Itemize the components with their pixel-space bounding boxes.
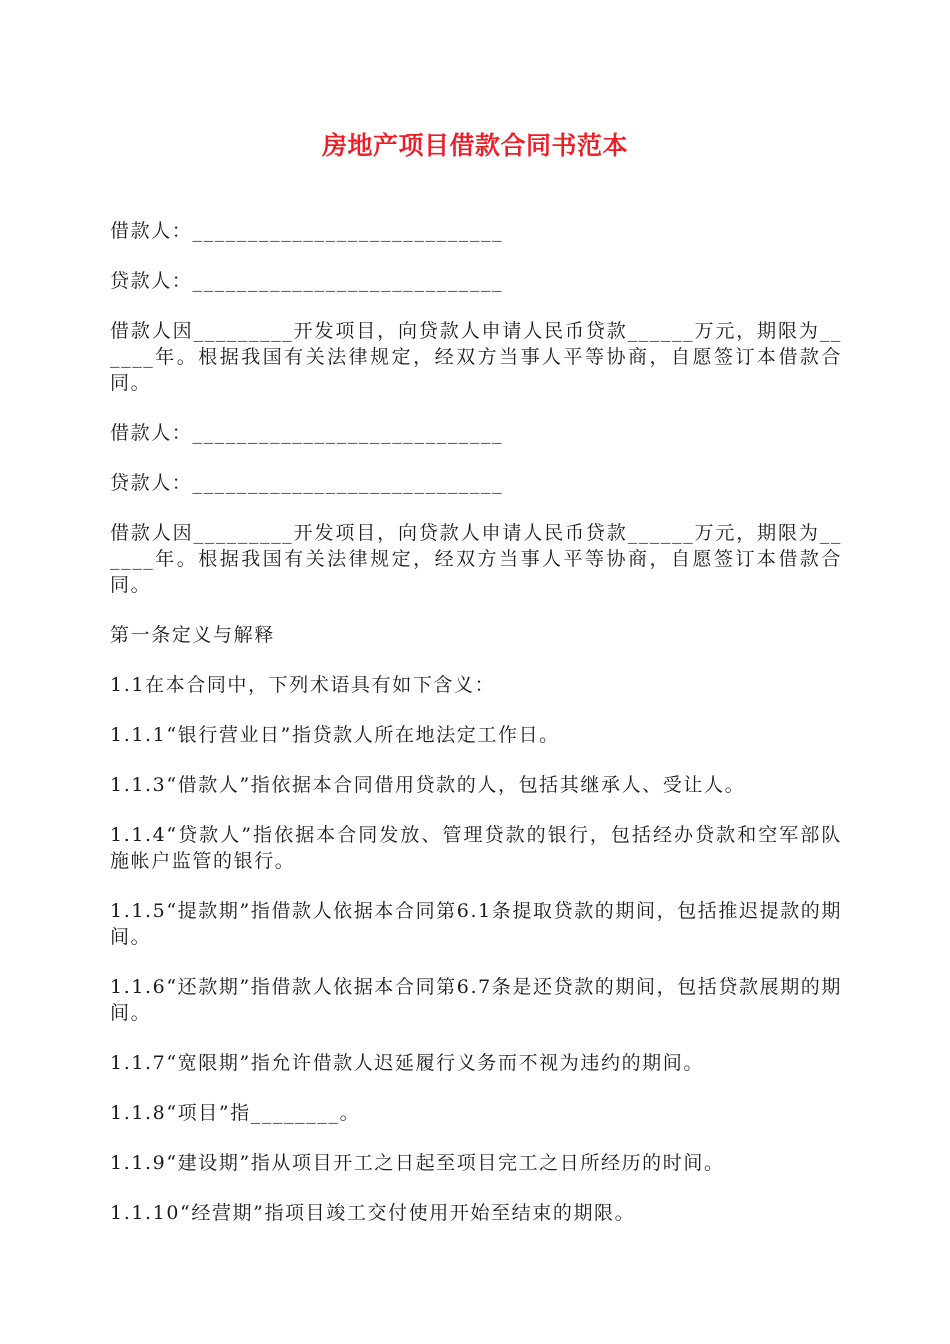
clause-paragraph: 1.1.8“项目”指________。 xyxy=(110,1102,361,1124)
clause-paragraph: 1.1.5“提款期”指借款人依据本合同第6.1条提取贷款的期间，包括推迟提款的期间。 xyxy=(110,900,842,948)
clause-paragraph: 1.1.7“宽限期”指允许借款人迟延履行义务而不视为违约的期间。 xyxy=(110,1052,704,1074)
lender-line: 贷款人：____________________________ xyxy=(110,472,504,494)
preamble-paragraph: 借款人因_________开发项目，向贷款人申请人民币贷款______万元，期限为______年。根据我国有关法律规定，经双方当事人平等协商，自愿签订本借款合同。 xyxy=(110,522,842,596)
article-heading: 第一条定义与解释 xyxy=(110,624,275,646)
clause-paragraph: 1.1.10“经营期”指项目竣工交付使用开始至结束的期限。 xyxy=(110,1202,636,1224)
preamble-paragraph: 借款人因_________开发项目，向贷款人申请人民币贷款______万元，期限为______年。根据我国有关法律规定，经双方当事人平等协商，自愿签订本借款合同。 xyxy=(110,320,842,394)
document-body xyxy=(110,218,842,1250)
clause-paragraph: 1.1.3“借款人”指依据本合同借用贷款的人，包括其继承人、受让人。 xyxy=(110,774,746,796)
clause-paragraph: 1.1.9“建设期”指从项目开工之日起至项目完工之日所经历的时间。 xyxy=(110,1152,725,1174)
document-title: 房地产项目借款合同书范本 xyxy=(321,131,628,160)
borrower-line: 借款人：____________________________ xyxy=(110,422,504,444)
clause-paragraph: 1.1.6“还款期”指借款人依据本合同第6.7条是还贷款的期间，包括贷款展期的期间。 xyxy=(110,976,842,1024)
clause-paragraph: 1.1.1“银行营业日”指贷款人所在地法定工作日。 xyxy=(110,724,560,746)
clause-paragraph: 1.1.4“贷款人”指依据本合同发放、管理贷款的银行，包括经办贷款和空军部队施帐户监管的银行。 xyxy=(110,824,842,872)
borrower-line: 借款人：____________________________ xyxy=(110,220,504,242)
lender-line: 贷款人：____________________________ xyxy=(110,270,504,292)
clause-paragraph: 1.1在本合同中，下列术语具有如下含义： xyxy=(110,674,496,696)
